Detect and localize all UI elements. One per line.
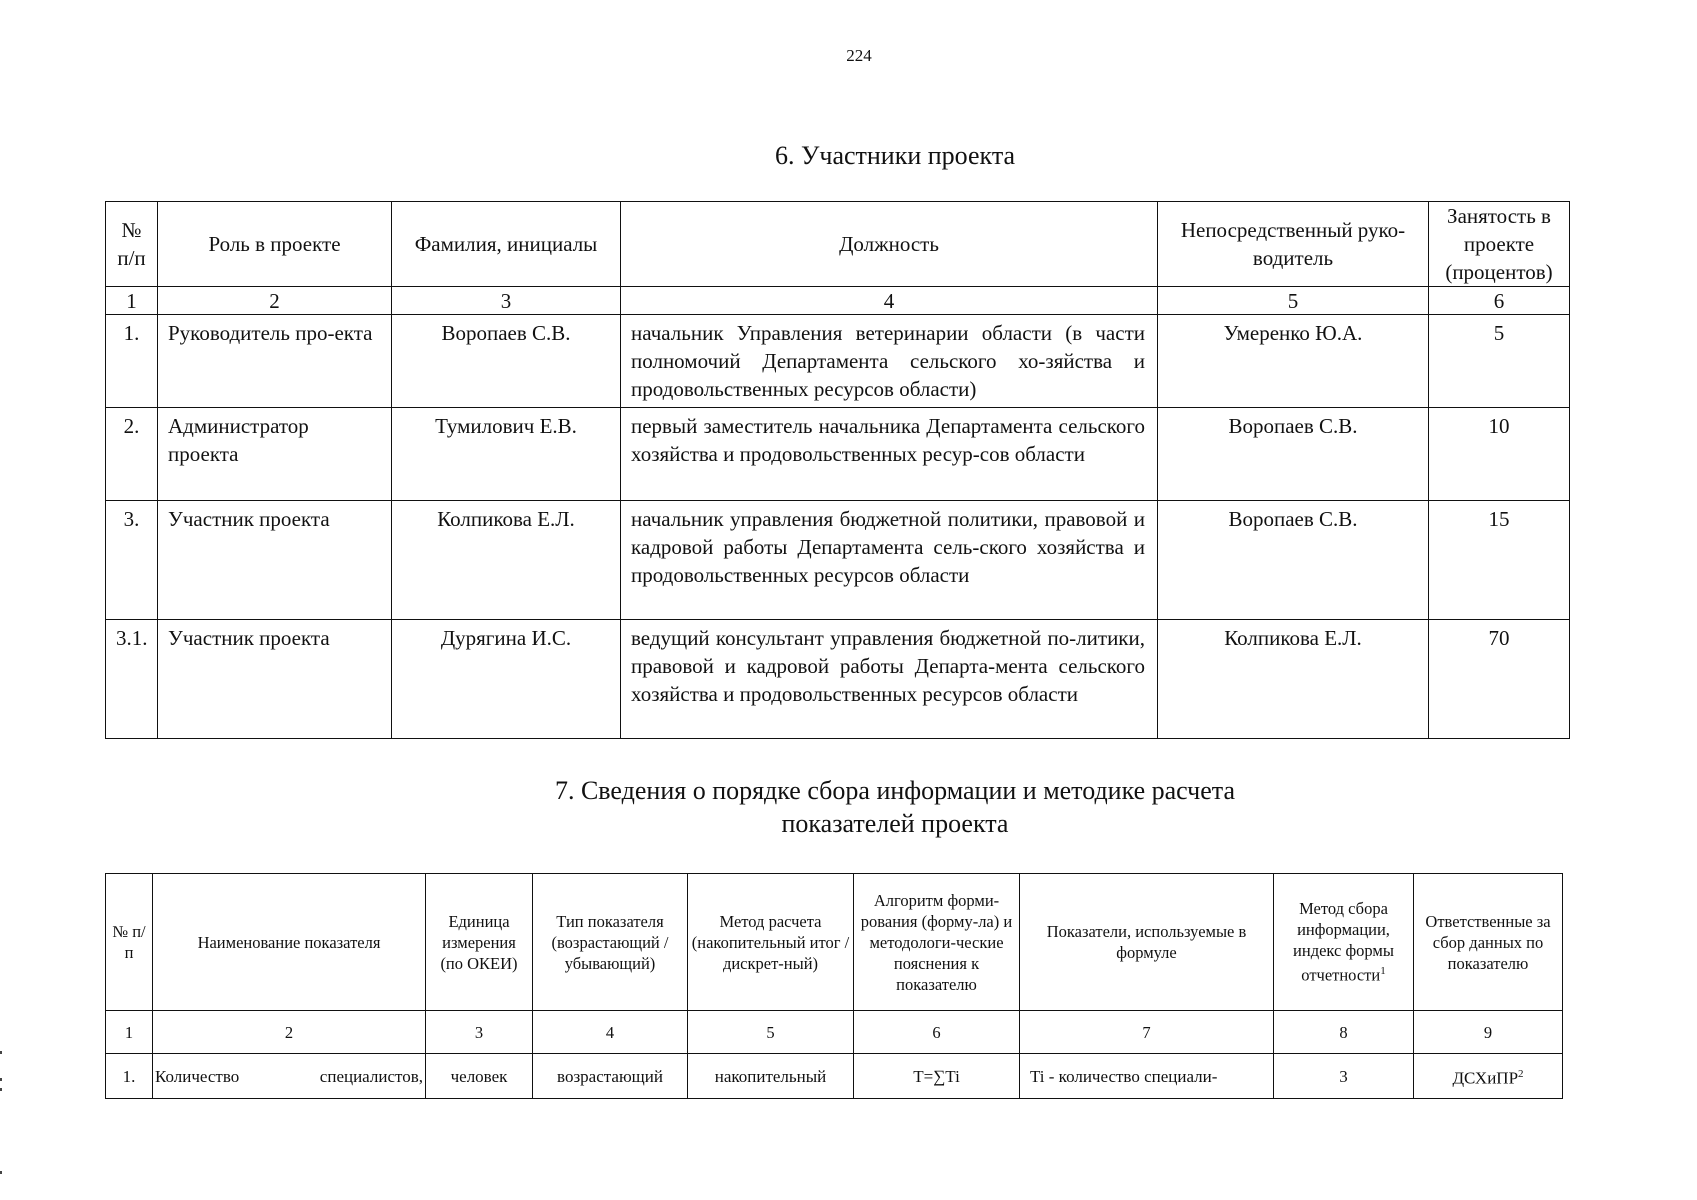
- responsible-cell: [1414, 1054, 1563, 1099]
- load-cell: 10: [1429, 408, 1570, 501]
- header-cell: Ответственные за сбор данных по показателю: [1414, 874, 1563, 1011]
- column-number: 4: [533, 1011, 688, 1054]
- footnote-marker: 2: [1518, 1067, 1524, 1080]
- column-number: 7: [1020, 1011, 1274, 1054]
- load-cell: 5: [1429, 315, 1570, 408]
- column-number-row: [106, 287, 1570, 315]
- table-row: [106, 501, 1570, 620]
- column-number: 5: [1158, 287, 1429, 315]
- column-number: 3: [426, 1011, 533, 1054]
- header-cell: № п/п: [106, 874, 153, 1011]
- position-cell: начальник Управления ветеринарии области (в части полномочий Департамента сельского хо-зяйства и продовольственных ресурсов области): [621, 315, 1158, 408]
- margin-mark: [0, 1078, 2, 1081]
- column-number-row: [106, 1011, 1563, 1054]
- name-cell: Тумилович Е.В.: [392, 408, 621, 501]
- type-cell: возрастающий: [533, 1054, 688, 1099]
- column-number: 9: [1414, 1011, 1563, 1054]
- footnote-marker: 1: [1380, 965, 1386, 978]
- name-cell: Воропаев С.В.: [392, 315, 621, 408]
- unit-cell: человек: [426, 1054, 533, 1099]
- load-cell: 15: [1429, 501, 1570, 620]
- name-cell: Колпикова Е.Л.: [392, 501, 621, 620]
- header-cell: Непосредственный руко-водитель: [1158, 202, 1429, 287]
- row-number: 3.1.: [106, 620, 158, 739]
- table-row: [106, 620, 1570, 739]
- responsible-text: ДСХиПР: [1452, 1068, 1519, 1088]
- manager-cell: Колпикова Е.Л.: [1158, 620, 1429, 739]
- collection-cell: 3: [1274, 1054, 1414, 1099]
- margin-mark: [0, 1171, 2, 1174]
- position-cell: начальник управления бюджетной политики, правовой и кадровой работы Департамента сель-ского хозяйства и продовольственных ресурсов области: [621, 501, 1158, 620]
- section-7-title: [0, 774, 1697, 840]
- table-row: [106, 315, 1570, 408]
- row-number: 3.: [106, 501, 158, 620]
- role-cell: Участник проекта: [158, 620, 392, 739]
- section-7-title-line2: показателей проекта: [781, 809, 1009, 838]
- column-number: 1: [106, 287, 158, 315]
- column-number: 2: [158, 287, 392, 315]
- column-number: 4: [621, 287, 1158, 315]
- manager-cell: Умеренко Ю.А.: [1158, 315, 1429, 408]
- page-number: 224: [846, 46, 872, 65]
- column-number: 8: [1274, 1011, 1414, 1054]
- header-cell: Должность: [621, 202, 1158, 287]
- column-number: 6: [854, 1011, 1020, 1054]
- header-cell: Роль в проекте: [158, 202, 392, 287]
- row-number: 1.: [106, 1054, 153, 1099]
- header-cell: Наименование показателя: [153, 874, 426, 1011]
- position-cell: ведущий консультант управления бюджетной по-литики, правовой и кадровой работы Департа-мента сельского хозяйства и продовольственных ресурсов области: [621, 620, 1158, 739]
- table-header-row: [106, 202, 1570, 287]
- column-number: 1: [106, 1011, 153, 1054]
- column-number: 2: [153, 1011, 426, 1054]
- role-cell: Участник проекта: [158, 501, 392, 620]
- column-number: 3: [392, 287, 621, 315]
- header-text: Метод сбора информации, индекс формы отчетности: [1293, 899, 1394, 985]
- role-cell: Администратор проекта: [158, 408, 392, 501]
- column-number: 6: [1429, 287, 1570, 315]
- header-cell: Алгоритм форми-рования (форму-ла) и методологи-ческие пояснения к показателю: [854, 874, 1020, 1011]
- table-row: [106, 1054, 1563, 1099]
- header-cell: [1274, 874, 1414, 1011]
- header-cell: Тип показателя (возрастающий / убывающий): [533, 874, 688, 1011]
- position-cell: первый заместитель начальника Департамента сельского хозяйства и продовольственных ресур-сов области: [621, 408, 1158, 501]
- table-row: [106, 408, 1570, 501]
- table-header-row: [106, 874, 1563, 1011]
- load-cell: 70: [1429, 620, 1570, 739]
- header-cell: Занятость в проекте (процентов): [1429, 202, 1570, 287]
- margin-mark: [0, 1051, 2, 1054]
- method-cell: накопительный: [688, 1054, 854, 1099]
- indicators-table: [105, 873, 1563, 1099]
- indicator-name: Количество специалистов,: [153, 1054, 426, 1099]
- section-7-title-line1: 7. Сведения о порядке сбора информации и методике расчета: [554, 776, 1236, 805]
- column-number: 5: [688, 1011, 854, 1054]
- margin-mark: [0, 1088, 2, 1091]
- participants-table: [105, 201, 1570, 739]
- formula-cell: T=∑Ti: [854, 1054, 1020, 1099]
- section-6-title: 6. Участники проекта: [774, 141, 1016, 170]
- header-cell: Единица измерения (по ОКЕИ): [426, 874, 533, 1011]
- header-cell: Фамилия, инициалы: [392, 202, 621, 287]
- name-cell: Дурягина И.С.: [392, 620, 621, 739]
- indicators-cell: Ti - количество специали-: [1020, 1054, 1274, 1099]
- manager-cell: Воропаев С.В.: [1158, 408, 1429, 501]
- header-cell: Метод расчета (накопительный итог / дискрет-ный): [688, 874, 854, 1011]
- row-number: 1.: [106, 315, 158, 408]
- row-number: 2.: [106, 408, 158, 501]
- header-cell: Показатели, используемые в формуле: [1020, 874, 1274, 1011]
- role-cell: Руководитель про-екта: [158, 315, 392, 408]
- manager-cell: Воропаев С.В.: [1158, 501, 1429, 620]
- header-cell: № п/п: [106, 202, 158, 287]
